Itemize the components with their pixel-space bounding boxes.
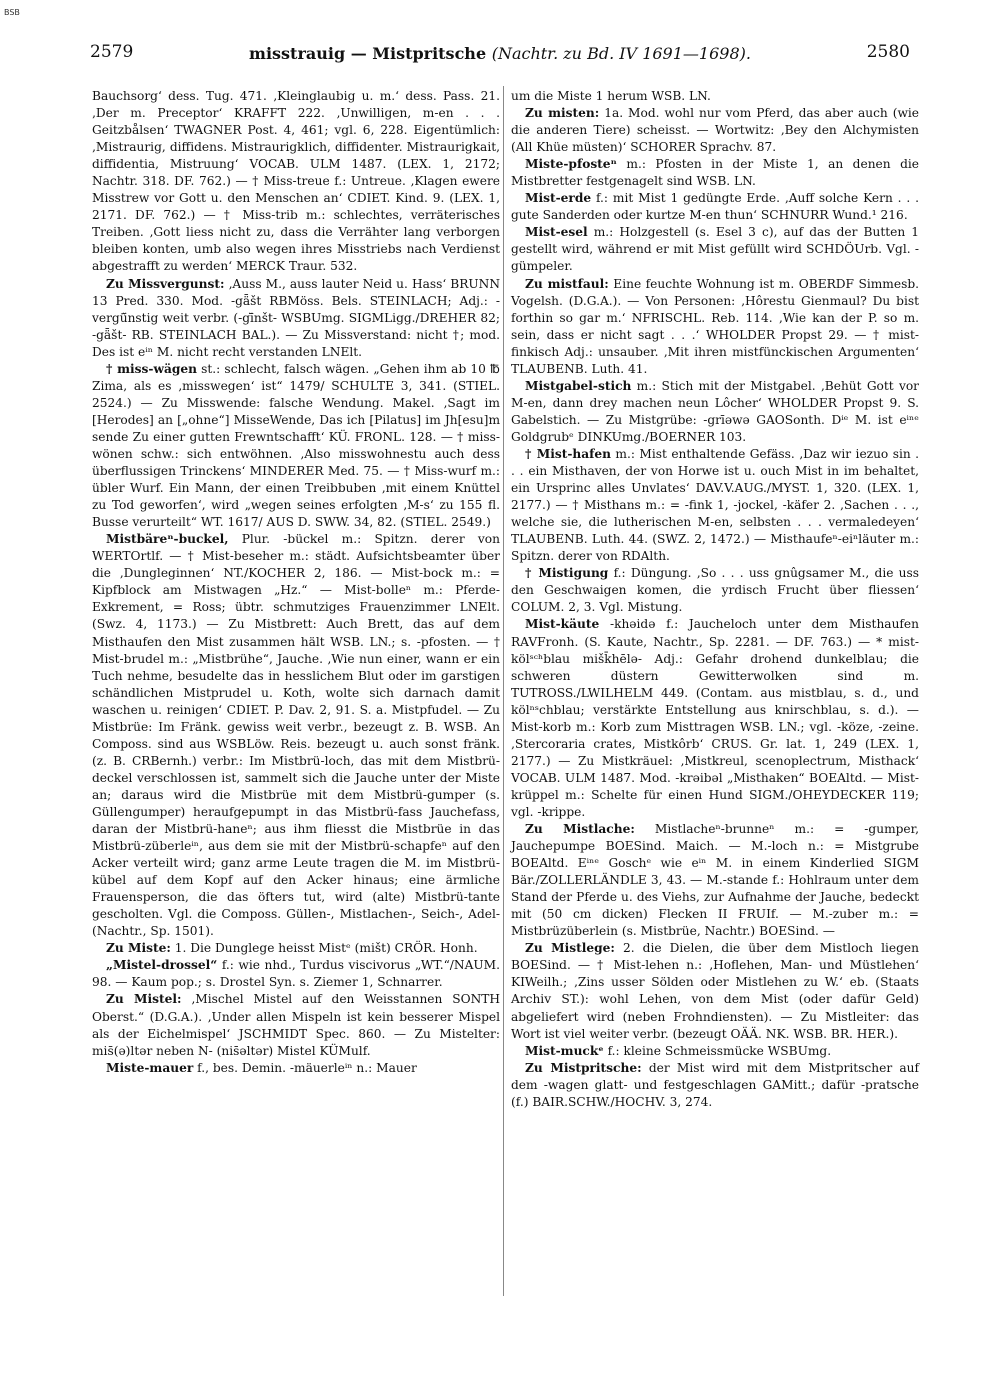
entry-text: 1a. Mod. wohl nur vom Pferd, das aber auch (wie die anderen Tiere) scheisst. — Wortwitz: ‚Bey den Alchymisten (All Khüe müsten)‘ SCHORER Sprachv. 87. bbox=[511, 106, 920, 155]
entry-lemma: Mist-esel bbox=[525, 225, 588, 240]
entry-lemma: Zu Miste: bbox=[106, 941, 171, 956]
dictionary-entry bbox=[511, 1060, 919, 1111]
entry-text: Plur. -bückel m.: Spitzn. derer von WERTOrtlf. — † Mist-beseher m.: städt. Aufsichtsbeamter über die ‚Dungleginnen‘ NT./KOCHER 2, 186. — Mist-bock m.: = Kipfblock am Mistwagen „Hz.“ — Mist-bolleⁿ m.: Pferde-Exkrement, = Ross; übtr. schmutziges Frauenzimmer LNElt. (Swz. 4, 1173.) — Zu Mistbrett: Auch Brett, das auf dem Misthaufen den Mist zusammen hält WSB. LN.; s. -pfosten. — † Mist-brudel m.: „Mistbrühe“, Jauche. ‚Wie nun einer, wann er ein Tuch nehme, besudelte das in hesslichem Blut oder im garstigen schändlichen Mistprudel u. Koth, wolte sich darnach damit waschen u. reinigen‘ CDIET. P. Dav. 2, 91. S. a. Mistpfudel. — Zu Mistbrüe: Im Fränk. gewiss weit verbr., bezeugt z. B. WSB. An Composs. sind aus WSBLöw. Reis. bezeugt u. auch sonst fränk. (z. B. CRBernh.) verbr.: Im Mistbrü-loch, das mit dem Mistbrü-deckel verschlossen ist, sammelt sich die Jauche unter der Miste an; daraus wird die Mistbrüe mit dem Mistbrü-gumper (s. Güllengumper) heraufgepumpt in das Mistbrü-fass Jauchefass, daran der Mistbrü-haneⁿ; aus ihm fliesst die Mistbrüe in das Mistbrü-züberleⁱⁿ, aus dem sie mit der Mistbrü-schapfeⁿ auf den Acker verteilt wird; ganz arme Leute tragen die M. im Mistbrü-kübel auf dem Kopf auf den Acker hinaus; eine ärmliche Frauensperson, die das öfters tut, wird (alte) Mistbrü-tante gescholten. Vgl. die Composs. Güllen-, Mistlachen-, Seich-, Adel- (Nachtr., Sp. 1501). bbox=[92, 532, 500, 939]
entry-lemma: „Mistel-drossel“ bbox=[106, 958, 218, 973]
entry-text: der Mist wird mit dem Mistpritscher auf dem -wagen glatt- und festgeschlagen GAMitt.; dafür -pratsche (f.) BAIR.SCHW./HOCHV. 3, 274. bbox=[511, 1060, 919, 1109]
dictionary-entry bbox=[511, 88, 919, 105]
dictionary-entry bbox=[511, 616, 919, 821]
dictionary-entry bbox=[511, 821, 919, 940]
entry-text: st.: schlecht, falsch wägen. „Gehen ihm ab 10 ℔ Zima, als es ‚misswegen‘ ist“ 1479/ SCHULTE 3, 341. (STIEL. 2524.) — Zu Misswende: falsche Wendung. Makel. ‚Sagt im [Herodes] an [„ohne“] MisseWende, Das ich [Pilatus] im Jh[esu]m sende Zu einer gutten Frewntschafft‘ KÜ. FRONL. 128. — † miss-wönen schw.: sich entwöhnen. ‚Also misswohnestu auch dess überflussigen Trinckens‘ MINDERER Med. 75. — † Miss-wurf m.: übler Wurf. Ein Mann, der einen Treibbuben ‚mit einem Knüttel zu Tod geworfen‘, wird „wegen seines erfolgten ‚M-s‘ zu 155 fl. Busse verurteilt“ WT. 1617/ AUS D. SWW. 34, 82. (STIEL. 2549.) bbox=[92, 361, 501, 530]
dictionary-entry bbox=[92, 531, 500, 940]
library-stamp: BSB bbox=[4, 8, 20, 17]
dictionary-entry bbox=[511, 276, 919, 378]
dictionary-entry bbox=[92, 1060, 500, 1077]
page-number-right: 2580 bbox=[866, 42, 910, 62]
entry-text: Bauchsorg‘ dess. Tug. 471. ‚Kleinglaubig u. m.‘ dess. Pass. 21. ‚Der m. Preceptor‘ KRAFFT 222. ‚Unwilligen, m-en . . . Geitzbålsen‘ TWAGNER Post. 4, 461; vgl. 6, 228. Eigentümlich: ‚Mistraurig, diffidens. Mistraurigklich, diffidenter. Mistraurigkait, diffidentia, Mistruung‘ VOCAB. ULM 1487. (LEX. 1, 2172; Nachtr. 318. DF. 762.) — † Miss-treue f.: Untreue. ‚Klagen ewere Misstrew vor Gott u. den Menschen an‘ CDIET. Kind. 9. (LEX. 1, 2171. DF. 762.) — † Miss-trib m.: schlechtes, verräterisches Treiben. ‚Gott liess nicht zu, dass die Verrähter lang verborgen bleiben konten, umb also wegen ihres Misstriebs nach Verdienst abgestrafft zu werden‘ MERCK Traur. 532. bbox=[92, 89, 500, 274]
entry-lemma: Zu mistfaul: bbox=[525, 276, 609, 291]
dictionary-entry bbox=[92, 88, 500, 276]
entry-lemma: † Mist-hafen bbox=[525, 446, 611, 461]
entry-text: um die Miste 1 herum WSB. LN. bbox=[511, 89, 711, 103]
entry-lemma: Mist-muckᵉ bbox=[525, 1043, 604, 1058]
entry-lemma: Miste-mauer bbox=[106, 1060, 194, 1075]
entry-text: Mistlacheⁿ-brunneⁿ m.: = -gumper, Jauchepumpe BOESind. Maich. — M.-loch n.: = Mistgrube BOEAltd. Eⁱⁿᵉ Goschᵉ wie eⁱⁿ M. in einem Kinderlied SIGM Bär./ZOLLERLÄNDLE 3, 43. — M.-stande f.: Hohlraum unter dem Stand der Pferde u. des Viehs, zur Aufnahme der Jauche, bedeckt mit (50 cm dicken) Flecken II FRUIf. — M.-zuber m.: = Mistbrüzüberlein (s. Mistbrüe, Nachtr.) BOESind. — bbox=[511, 822, 920, 939]
running-title bbox=[90, 44, 910, 63]
entry-lemma: Zu Missvergunst: bbox=[106, 276, 225, 291]
entry-text: 2. die Dielen, die über dem Mistloch liegen BOESind. — † Mist-lehen n.: ‚Hoflehen, Man- und Müstlehen‘ KIWeilh.; ‚Zins usser Sölden oder Mistlehen zu W.‘ eb. (Staats Archiv ST.): wohl Lehen, von dem Mist (oder dafür Geld) abgeliefert wird (neben Frohndiensten). — Zu Mistleiter: das Wort ist viel weiter verbr. (bezeugt OÄÄ. NK. WSB. BR. HER.). bbox=[511, 941, 919, 1041]
page-number-left: 2579 bbox=[90, 42, 134, 62]
dictionary-entry bbox=[511, 565, 919, 616]
entry-lemma: Zu Mistpritsche: bbox=[525, 1060, 642, 1075]
dictionary-entry bbox=[511, 446, 919, 565]
dictionary-entry bbox=[511, 1043, 919, 1060]
dictionary-entry bbox=[92, 940, 500, 957]
dictionary-entry bbox=[92, 361, 500, 531]
page-header bbox=[90, 42, 910, 68]
entry-lemma: † miss-wägen bbox=[106, 361, 197, 376]
dictionary-entry bbox=[511, 190, 919, 224]
entry-lemma: Mistbäreⁿ-buckel, bbox=[106, 532, 229, 547]
entry-lemma: Mist-käute bbox=[525, 617, 600, 632]
entry-text: f.: wie nhd., Turdus viscivorus „WT.“/NAUM. 98. — Kaum pop.; s. Drostel Syn. s. Ziemer 1, Schnarrer. bbox=[92, 958, 501, 990]
entry-lemma: Zu Mistel: bbox=[106, 992, 182, 1007]
entry-text: f.: kleine Schmeissmücke WSBUmg. bbox=[607, 1043, 832, 1058]
entry-text: f.: Düngung. ‚So . . . uss gnûgsamer M., die uss den Geschwaigen komen, die yrdisch Frucht über fliessen‘ COLUM. 2, 3. Vgl. Mistung. bbox=[511, 566, 920, 615]
entry-text: m.: Stich mit der Mistgabel. ‚Behüt Gott vor M-en, dann drey machen neun Lôcher‘ WHOLDER Propst 9. S. Gabelstich. — Zu Mistgrübe: -grīəwə GAOSonth. Dⁱᵉ M. ist eⁱⁿᵉ Goldgrubᵉ DINKUmg./BOERNER 103. bbox=[511, 378, 919, 444]
entry-text: ‚Auss M., auss lauter Neid u. Hass‘ BRUNN 13 Pred. 330. Mod. -gǟšt RBMöss. Bels. STEINLACH; Adj.: -vergü̈nstig weit verbr. (-gī̈nšt- WSBUmg. SIGMLigg./DREHER 82; -gǟšt- RB. STEINLACH BAL.). — Zu Missverstand: nicht †; mod. Des ist eⁱⁿ M. nicht recht verstanden LNElt. bbox=[92, 276, 501, 359]
dictionary-entry bbox=[511, 224, 919, 275]
entry-lemma: Zu Mistlache: bbox=[525, 822, 635, 837]
entry-lemma: Miste-pfosteⁿ bbox=[525, 157, 617, 172]
running-title-main: misstrauig — Mistpritsche bbox=[249, 44, 487, 63]
entry-text: ‚Mischel Mistel auf den Weisstannen SONTH Oberst.“ (D.G.A.). ‚Under allen Mispeln ist kein besserer Mispel als der Eichelmispel‘ JSCHMIDT Spec. 860. — Zu Mistelter: mis̄(ə)ltər neben N- (nis̄əltər) Mistel KÜMulf. bbox=[92, 992, 500, 1058]
left-column bbox=[92, 88, 500, 1077]
dictionary-entry bbox=[511, 156, 919, 190]
entry-text: m.: Pfosten in der Miste 1, an denen die Mistbretter festgenagelt sind WSB. LN. bbox=[511, 157, 920, 189]
entry-text: f., bes. Demin. -mäuerleⁱⁿ n.: Mauer bbox=[197, 1060, 417, 1075]
entry-text: Eine feuchte Wohnung ist m. OBERDF Simmesb. Vogelsh. (D.G.A.). — Von Personen: ‚Hôrestu Gienmaul? Du bist forthin so gar m.‘ NFRISCHL. Reb. 114. ‚Wie kan der P. so m. sein, dass er nicht sagt . . .‘ WHOLDER Propst 29. — † mist-finkisch Adj.: unsauber. ‚Mit ihren mistfünckischen Argumenten‘ TLAUBENB. Luth. 41. bbox=[511, 276, 919, 376]
entry-lemma: † Mistigung bbox=[525, 566, 609, 581]
dictionary-entry bbox=[511, 378, 919, 446]
dictionary-entry bbox=[92, 957, 500, 991]
dictionary-entry bbox=[511, 105, 919, 156]
entry-text: m.: Mist enthaltende Gefäss. ‚Daz wir iezuo sin . . . ein Misthaven, der von Horwe ist u. ouch Mist in im behaltet, ein Ursprinc alles Unvlates‘ DAV.V.AUG./MYST. 1, 320. (LEX. 1, 2177.) — † Misthans m.: = -fink 1, -jockel, -käfer 2. ‚Sachen . . ., welche sie, die lutherischen M-en, selbsten . . . vermaledeyen‘ TLAUBENB. Luth. 44. (SWZ. 2, 1472.) — Misthaufeⁿ-eiⁿläuter m.: Spitzn. derer von RDAlth. bbox=[511, 446, 919, 564]
entry-text: f.: mit Mist 1 gedüngte Erde. ‚Auff solche Kern . . . gute Sanderden oder kurtze M-en thun‘ SCHNURR Wund.¹ 216. bbox=[511, 191, 919, 223]
entry-lemma: Zu misten: bbox=[525, 106, 600, 121]
entry-text: 1. Die Dunglege heisst Mistᵉ (mišt) CRÖR. Honh. bbox=[174, 941, 478, 956]
dictionary-entry bbox=[92, 991, 500, 1059]
dictionary-entry bbox=[92, 276, 500, 361]
column-divider bbox=[503, 86, 504, 1296]
entry-text: -khəidə f.: Jaucheloch unter dem Misthaufen RAVFronh. (S. Kaute, Nachtr., Sp. 2281. — DF. 763.) — * mist-kölˢᶜʰblau mišk̄hēlə- Adj.: Gefahr drohend dunkelblau; die schweren düstern Gewitterwolken sind m. TUTROSS./LWILHELM 449. (Contam. aus mistblau, s. d., und kölⁿˢchblau; verstärkte Entstellung aus knirschblau, s. d.). — Mist-korb m.: Korb zum Misttragen WSB. LN.; vgl. -köze, -zeine. ‚Stercoraria crates, Mistkôrb‘ CRUS. Gr. lat. 1, 249 (LEX. 1, 2177.) — Zu Mistkräuel: ‚Mistkreul, scenoplectrum, Misthack‘ VOCAB. ULM 1487. Mod. -krəibəl „Misthaken“ BOEAltd. — Mist-krüppel m.: Schelte für einen Hund SIGM./OHEYDECKER 119; vgl. -krippe. bbox=[511, 617, 919, 819]
entry-lemma: Mistgabel-stich bbox=[525, 378, 632, 393]
dictionary-entry bbox=[511, 940, 919, 1042]
entry-text: m.: Holzgestell (s. Esel 3 c), auf das der Butten 1 gestellt wird, während er mit Mist gefüllt wird SCHDÖUrb. Vgl. -gümpeler. bbox=[511, 225, 920, 274]
running-title-note: (Nachtr. zu Bd. IV 1691—1698). bbox=[491, 44, 751, 63]
right-column bbox=[511, 88, 919, 1111]
entry-lemma: Zu Mistlege: bbox=[525, 941, 615, 956]
entry-lemma: Mist-erde bbox=[525, 191, 592, 206]
